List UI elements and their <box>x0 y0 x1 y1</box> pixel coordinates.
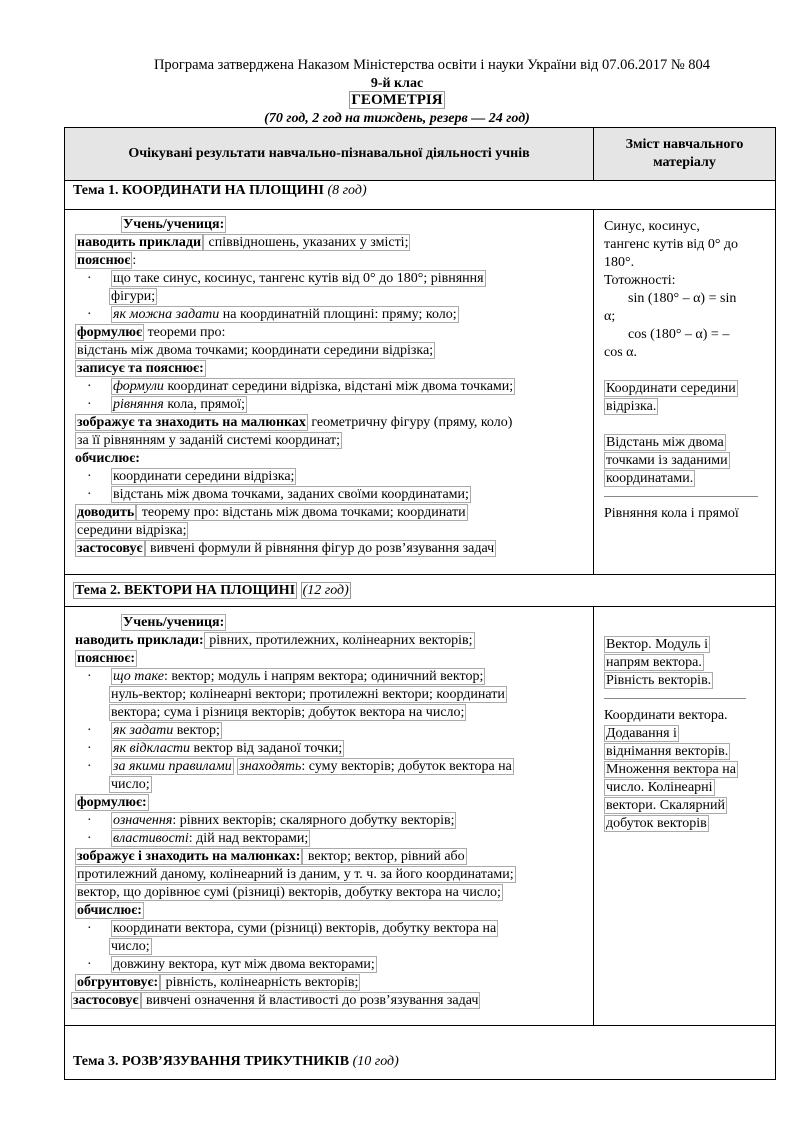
topic-1-hours: (8 год) <box>327 183 367 198</box>
bullet-icon: · <box>87 307 92 322</box>
content-line: вектори. Скалярний <box>606 798 725 813</box>
content-line: Додавання і <box>606 726 677 741</box>
outcome-text: : вектор; модуль і напрям вектора; одиничний вектор; <box>163 669 484 684</box>
content-line: напрям вектора. <box>606 655 702 670</box>
bullet-icon: · <box>87 921 92 936</box>
content-line: 180°. <box>604 255 635 270</box>
bullet-icon: · <box>87 723 92 738</box>
outcome-italic: властивості <box>113 831 189 846</box>
outcome-text: вектор; <box>173 723 220 738</box>
outcome-verb: доводить <box>77 505 135 520</box>
outcome-verb: обчислює: <box>75 451 140 466</box>
outcome-text: : <box>132 253 137 268</box>
content-line: Синус, косинус, <box>604 219 700 234</box>
divider <box>65 180 775 181</box>
outcome-verb: наводить приклади: <box>75 633 204 648</box>
outcome-verb: зображує та знаходить на малюнках <box>77 415 306 430</box>
topic-2-outcomes <box>75 614 587 1010</box>
outcome-text: вектор; вектор, рівний або <box>304 849 465 864</box>
outcome-text: координати середини відрізка; <box>113 469 295 484</box>
outcome-text: координат середини відрізка, відстані між двома точками; <box>163 379 514 394</box>
outcome-text: число; <box>111 939 150 954</box>
outcome-italic: як можна задати <box>113 307 220 322</box>
outcome-text: фігури; <box>111 289 156 304</box>
topic-1-outcomes <box>75 216 587 558</box>
outcome-text: протилежний даному, колінеарний із даним, у т. ч. за його координатами; <box>77 867 514 882</box>
bullet-icon: · <box>87 759 92 774</box>
curriculum-table <box>64 127 776 1080</box>
outcome-text: рівність, колінеарність векторів; <box>162 975 359 990</box>
bullet-icon: · <box>87 957 92 972</box>
outcome-verb: записує та пояснює: <box>77 361 204 376</box>
outcome-text: : суму векторів; добуток вектора на <box>301 759 512 774</box>
content-line: віднімання векторів. <box>606 744 729 759</box>
bullet-icon: · <box>87 831 92 846</box>
outcome-text: співвідношень, указаних у змісті; <box>205 235 409 250</box>
content-line: координатами. <box>606 471 694 486</box>
outcome-text: відстань між двома точками, заданих своїми координатами; <box>113 487 469 502</box>
topic-2-title: Тема 2. ВЕКТОРИ НА ПЛОЩИНІ <box>75 583 296 598</box>
content-line: Тотожності: <box>604 273 676 288</box>
topic-1-content <box>604 218 772 523</box>
outcome-verb: пояснює <box>77 253 131 268</box>
topic-2-content <box>604 636 772 833</box>
outcome-text: вивчені формули й рівняння фігур до розв’язування задач <box>146 541 495 556</box>
content-line: тангенс кутів від 0° до <box>604 237 739 252</box>
outcome-italic: означення <box>113 813 173 828</box>
outcome-text: кола, прямої; <box>163 397 246 412</box>
outcome-text: вектор, що дорівнює сумі (різниці) векторів, добутку вектора на число; <box>77 885 501 900</box>
divider <box>65 606 775 607</box>
column-header-content-line1: Зміст навчального <box>625 137 744 152</box>
outcome-verb: пояснює: <box>77 651 136 666</box>
bullet-icon: · <box>87 741 92 756</box>
divider <box>65 574 775 575</box>
grade-label: 9-й клас <box>370 76 424 91</box>
bullet-icon: · <box>87 469 92 484</box>
outcome-text: середини відрізка; <box>77 523 187 538</box>
outcome-verb: зображує і знаходить на малюнках: <box>77 849 301 864</box>
content-line: точками із заданими <box>606 453 728 468</box>
outcome-text: теорему про: відстань між двома точками; координати <box>138 505 466 520</box>
divider <box>65 1025 775 1026</box>
outcome-italic: рівняння <box>113 397 164 412</box>
outcome-text: вектора; сума і різниця векторів; добуток вектора на число; <box>111 705 465 720</box>
outcome-italic: що таке <box>113 669 164 684</box>
content-line: Множення вектора на <box>606 762 736 777</box>
outcome-text: координати вектора, суми (різниці) векторів, добутку вектора на <box>113 921 497 936</box>
content-line: число. Колінеарні <box>606 780 713 795</box>
content-line: Рівність векторів. <box>606 673 712 688</box>
divider <box>593 606 594 1025</box>
subject-title-text: ГЕОМЕТРІЯ <box>351 92 443 108</box>
outcome-italic: знаходять <box>239 759 302 774</box>
topic-3-header <box>65 1054 775 1070</box>
topic-1-header <box>65 183 775 199</box>
outcome-text: за її рівнянням у заданій системі координат; <box>77 433 341 448</box>
outcome-verb: наводить приклади <box>77 235 202 250</box>
outcome-text: відстань між двома точками; координати середини відрізка; <box>77 343 434 358</box>
content-line: Вектор. Модуль і <box>606 637 709 652</box>
outcome-text: число; <box>111 777 150 792</box>
bullet-icon: · <box>87 669 92 684</box>
bullet-icon: · <box>87 271 92 286</box>
outcome-text: вектор від заданої точки; <box>190 741 343 756</box>
topic-3-title: Тема 3. РОЗВ’ЯЗУВАННЯ ТРИКУТНИКІВ <box>73 1054 350 1069</box>
outcome-italic: як відкласти <box>113 741 191 756</box>
column-header-results: Очікувані результати навчально-пізнавальної діяльності учнів <box>128 146 530 161</box>
topic-2-hours: (12 год) <box>302 583 349 598</box>
bullet-icon: · <box>87 487 92 502</box>
content-line: α; <box>604 309 616 324</box>
outcome-text: що таке синус, косинус, тангенс кутів від 0° до 180°; рівняння <box>113 271 484 286</box>
outcome-italic: за якими правилами <box>113 759 232 774</box>
divider <box>65 209 775 210</box>
outcome-verb: формулює <box>77 325 143 340</box>
outcome-verb: застосовує <box>77 541 143 556</box>
outcome-italic: формули <box>113 379 164 394</box>
outcome-text: теореми про: <box>144 325 226 340</box>
outcome-text: нуль-вектор; колінеарні вектори; протилежні вектори; координати <box>111 687 505 702</box>
content-line: Координати середини <box>606 381 736 396</box>
content-line: cos α. <box>604 345 637 360</box>
student-label: Учень/учениця: <box>123 615 225 630</box>
outcome-text: : рівних векторів; скалярного добутку векторів; <box>172 813 455 828</box>
column-header-content-line2: матеріалу <box>653 155 716 170</box>
content-line: відрізка. <box>606 399 657 414</box>
topic-1-title: Тема 1. КООРДИНАТИ НА ПЛОЩИНІ <box>73 183 324 198</box>
bullet-icon: · <box>87 397 92 412</box>
program-approval-line: Програма затверджена Наказом Міністерства освіти і науки України від 07.06.2017 № 804 <box>153 57 711 73</box>
outcome-text: геометричну фігуру (пряму, коло) <box>307 415 513 430</box>
outcome-italic: як задати <box>113 723 174 738</box>
bullet-icon: · <box>87 379 92 394</box>
outcome-verb: застосовує <box>73 993 139 1008</box>
outcome-verb: обчислює: <box>77 903 142 918</box>
student-label: Учень/учениця: <box>123 217 225 232</box>
outcome-text: рівних, протилежних, колінеарних векторів; <box>205 633 473 648</box>
content-line: Координати вектора. <box>604 708 728 723</box>
subject-title <box>0 92 794 109</box>
column-header-content <box>594 128 775 180</box>
hours-summary: (70 год, 2 год на тиждень, резерв — 24 год) <box>264 111 530 126</box>
outcome-verb: формулює: <box>77 795 147 810</box>
content-line: sin (180° – α) = sin <box>628 291 737 306</box>
outcome-text: : дій над векторами; <box>188 831 309 846</box>
content-line: добуток векторів <box>606 816 707 831</box>
content-line: cos (180° – α) = – <box>628 327 730 342</box>
outcome-verb: обгрунтовує: <box>77 975 159 990</box>
content-line: Рівняння кола і прямої <box>604 506 739 521</box>
bullet-icon: · <box>87 813 92 828</box>
content-line: Відстань між двома <box>606 435 724 450</box>
topic-2-header <box>65 583 775 599</box>
topic-3-hours: (10 год) <box>352 1054 399 1069</box>
outcome-text: на координатній площині: пряму; коло; <box>219 307 457 322</box>
divider <box>593 209 594 574</box>
outcome-text: вивчені означення й властивості до розв’язування задач <box>142 993 479 1008</box>
outcome-text: довжину вектора, кут між двома векторами; <box>113 957 375 972</box>
divider <box>593 128 594 180</box>
